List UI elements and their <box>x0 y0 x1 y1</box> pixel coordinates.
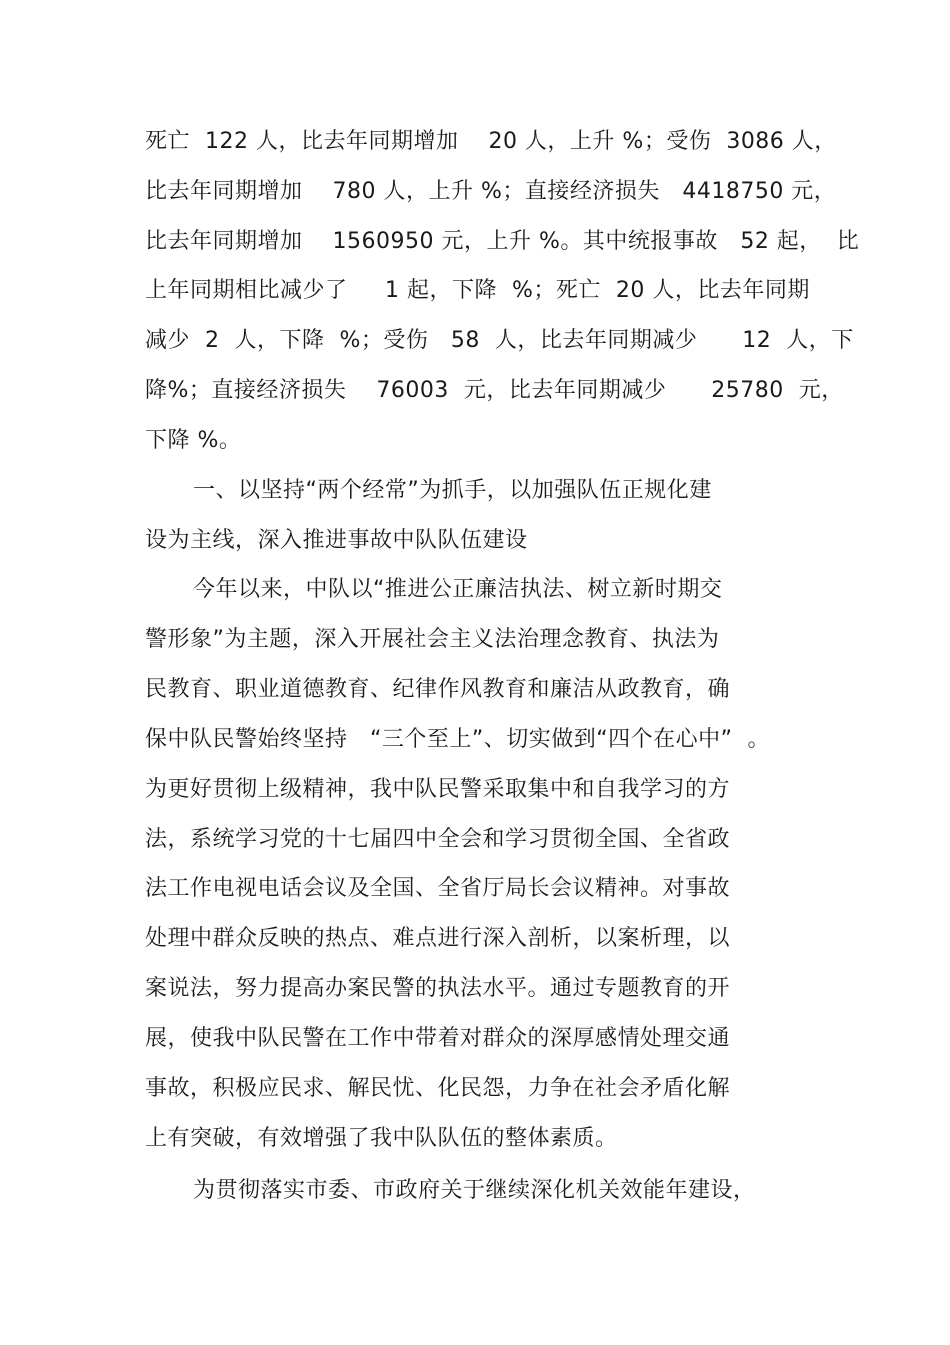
paragraph-line: 保中队民警始终坚持 “三个至上”、切实做到“四个在心中” 。 <box>145 727 771 752</box>
paragraph-line: 民教育、职业道德教育、纪律作风教育和廉洁从政教育，确 <box>145 677 731 702</box>
paragraph-line: 今年以来，中队以“推进公正廉洁执法、树立新时期交 <box>193 577 723 602</box>
paragraph-line: 法，系统学习党的十七届四中全会和学习贯彻全国、全省政 <box>145 827 731 852</box>
section-heading-line: 设为主线，深入推进事故中队队伍建设 <box>145 528 528 553</box>
paragraph-line: 法工作电视电话会议及全国、全省厅局长会议精神。对事故 <box>145 876 731 901</box>
paragraph-line: 事故，积极应民求、解民忧、化民怨，力争在社会矛盾化解 <box>145 1076 731 1101</box>
paragraph-line: 上有突破，有效增强了我中队队伍的整体素质。 <box>145 1126 618 1151</box>
paragraph-line: 为贯彻落实市委、市政府关于继续深化机关效能年建设， <box>193 1178 756 1203</box>
paragraph-line: 降%；直接经济损失 76003 元，比去年同期减少 25780 元， <box>145 378 844 403</box>
paragraph-line: 下降 %。 <box>145 428 242 453</box>
paragraph-line: 减少 2 人，下降 %；受伤 58 人，比去年同期减少 12 人，下 <box>145 328 854 353</box>
paragraph-line: 处理中群众反映的热点、难点进行深入剖析，以案析理，以 <box>145 926 731 951</box>
paragraph-line: 警形象”为主题，深入开展社会主义法治理念教育、执法为 <box>145 627 720 652</box>
paragraph-line: 上年同期相比减少了 1 起，下降 %；死亡 20 人，比去年同期 <box>145 278 810 303</box>
paragraph-line: 比去年同期增加 1560950 元，上升 %。其中统报事故 52 起， 比 <box>145 229 860 254</box>
paragraph-line: 死亡 122 人，比去年同期增加 20 人，上升 %；受伤 3086 人， <box>145 129 837 154</box>
paragraph-line: 为更好贯彻上级精神，我中队民警采取集中和自我学习的方 <box>145 777 731 802</box>
section-heading-line: 一、以坚持“两个经常”为抓手，以加强队伍正规化建 <box>193 478 712 503</box>
paragraph-line: 展，使我中队民警在工作中带着对群众的深厚感情处理交通 <box>145 1026 731 1051</box>
paragraph-line: 比去年同期增加 780 人，上升 %；直接经济损失 4418750 元， <box>145 179 837 204</box>
paragraph-line: 案说法，努力提高办案民警的执法水平。通过专题教育的开 <box>145 976 731 1001</box>
